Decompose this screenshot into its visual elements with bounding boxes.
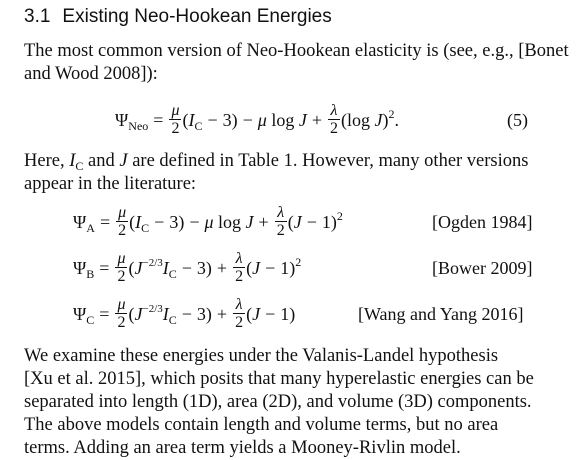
section-title: Existing Neo-Hookean Energies [62, 6, 332, 27]
intro-line: and Wood 2008]): [24, 64, 158, 84]
equation-psi-a-body: $\Psi_A$ = $\frac{\mu}{2}$ $(I_C - 3) - \mu$ log J + $\frac{\lambda}{2}$ $(J - 1)^2$ [73, 204, 343, 239]
equation-lhs: $\Psi_{Neo}$ [115, 109, 149, 133]
middle-line: Here, $I_C$ and J are defined in Table 1. However, many other versions [24, 151, 529, 173]
equation-psi-b-body: $\Psi_B$ = $\frac{\mu}{2}$ $(J^{-2/3}I_C - 3)$ + $\frac{\lambda}{2}$ $(J - 1)^2$ [73, 250, 302, 285]
section-number: 3.1 [24, 6, 51, 27]
section-heading [24, 4, 332, 30]
equation-neo [0, 98, 581, 142]
closing-line: separated into length (1D), area (2D), and volume (3D) components. [24, 392, 532, 412]
closing-line: [Xu et al. 2015], which posits that many hyperelastic energies can be [24, 369, 534, 389]
equation-psi-a [0, 200, 581, 244]
intro-paragraph [24, 40, 569, 86]
equation-lhs: $\Psi_B$ [73, 257, 95, 281]
citation-ogden: [Ogden 1984] [432, 212, 533, 232]
equation-number: (5) [507, 110, 528, 130]
citation-bower: [Bower 2009] [432, 258, 533, 278]
closing-line: terms. Adding an area term yields a Mooney-Rivlin model. [24, 438, 461, 458]
closing-line: We examine these energies under the Valanis-Landel hypothesis [24, 346, 499, 366]
middle-paragraph [24, 150, 560, 196]
equation-psi-b [0, 246, 581, 290]
closing-paragraph [24, 345, 560, 460]
citation-wang-yang: [Wang and Yang 2016] [358, 304, 524, 324]
middle-line: appear in the literature: [24, 174, 197, 194]
equation-psi-c-body: $\Psi_C$ = $\frac{\mu}{2}$ $(J^{-2/3}I_C - 3)$ + $\frac{\lambda}{2}$ (J − 1) [73, 296, 296, 331]
equation-lhs: $\Psi_A$ [73, 211, 95, 235]
equation-psi-c [0, 292, 581, 336]
closing-line: The above models contain length and volume terms, but no area [24, 415, 499, 435]
equation-neo-body: $\Psi_{Neo}$ = $\frac{\mu}{2}$ $(I_C - 3) - \mu$ log J + $\frac{\lambda}{2}$ (log J)$^2$. [115, 102, 400, 137]
intro-line: The most common version of Neo-Hookean elasticity is (see, e.g., [Bonet [24, 41, 569, 61]
equation-lhs: $\Psi_C$ [73, 303, 95, 327]
